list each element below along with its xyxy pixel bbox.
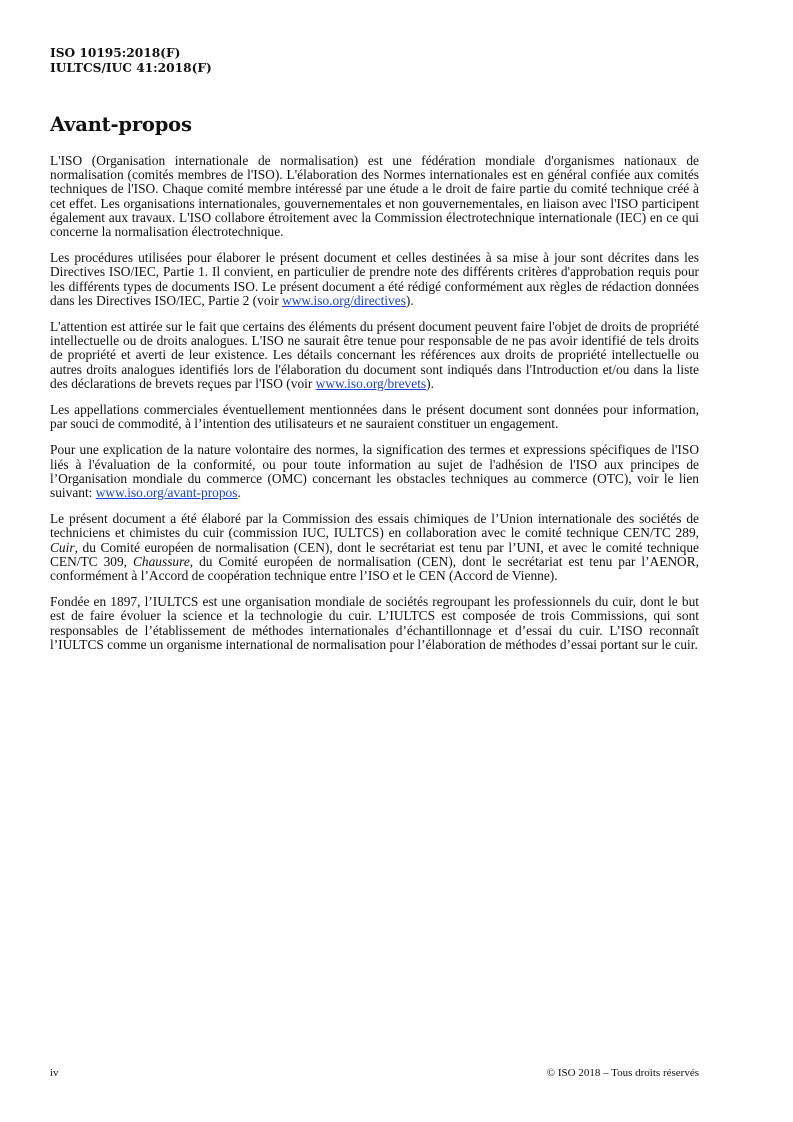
link-avant-propos[interactable]: www.iso.org/avant-propos — [95, 485, 238, 501]
page-number: iv — [50, 1067, 59, 1079]
link-brevets[interactable]: www.iso.org/brevets — [315, 375, 427, 391]
paragraph-text: L'attention est attirée sur le fait que certains des éléments du présent document peuvent faire l'objet de droits de propriété intellectuelle ou de droits analogues. L'ISO ne saurait être tenue pour responsable de ne pas avoir identifié de tels droits de propriété et averti de leur existence. Les détails concernant les références aux droits de propriété intellectuelle ou autres droits analogues identifiés lors de l'élaboration du document sont indiqués dans l'Introduction et/ou dans la liste des déclarations de brevets reçues par l'ISO (voir — [50, 319, 699, 391]
standard-number: ISO 10195:2018(F) — [50, 46, 181, 60]
paragraph-iultcs: Fondée en 1897, l’IULTCS est une organisation mondiale de sociétés regroupant les professionnels du cuir, dont le but est de faire évoluer la science et la technologie du cuir. L’IULTCS est composée de trois Commissions, qui sont responsables de l’établissement de méthodes internationales d’échantillonnage et d’essai du cuir. L’ISO reconnaît l’IULTCS comme un organisme international de normalisation pour l’élaboration de méthodes d’essai portant sur le cuir. — [50, 594, 699, 652]
foreword-body — [50, 154, 699, 664]
copyright-notice: © ISO 2018 – Tous droits réservés — [546, 1067, 699, 1079]
paragraph-iso-intro: L'ISO (Organisation internationale de normalisation) est une fédération mondiale d'organismes nationaux de normalisation (comités membres de l'ISO). L'élaboration des Normes internationales est en général confiée aux comités techniques de l'ISO. Chaque comité membre intéressé par une étude a le droit de faire partie du comité technique créé à cet effet. Les organisations internationales, gouvernementales et non gouvernementales, en liaison avec l'ISO participent également aux travaux. L'ISO collabore étroitement avec la Commission électrotechnique internationale (IEC) en ce qui concerne la normalisation électrotechnique. — [50, 153, 699, 240]
paragraph-patents — [50, 320, 699, 391]
paragraph-text: . — [237, 485, 241, 501]
page-title: Avant-propos — [50, 113, 192, 136]
paragraph-trade-names: Les appellations commerciales éventuellement mentionnées dans le présent document sont données pour information, par souci de commodité, à l’intention des utilisateurs et ne sauraient constituer un engagement. — [50, 402, 699, 432]
paragraph-prepared-by — [50, 512, 699, 583]
paragraph-text: ). — [426, 375, 434, 391]
paragraph-text: ). — [405, 292, 414, 308]
paragraph-text: Pour une explication de la nature volontaire des normes, la signification des termes et expressions spécifiques de l'ISO liés à l'évaluation de la conformité, ou pour toute information au sujet de l'adhésion de l'ISO aux principes de l’Organisation mondiale du commerce (OMC) concernant les obstacles techniques au commerce (OTC), voir le lien suivant: — [50, 442, 699, 501]
paragraph-voluntary-nature — [50, 443, 699, 500]
iultcs-number: IULTCS/IUC 41:2018(F) — [50, 61, 212, 75]
link-directives[interactable]: www.iso.org/directives — [282, 292, 406, 308]
paragraph-text: Les procédures utilisées pour élaborer le présent document et celles destinées à sa mise à jour sont décrites dans les Directives ISO/IEC, Partie 1. Il convient, en particulier de prendre note des différents critères d'approbation requis pour les différents types de documents ISO. Le présent document a été rédigé conformément aux règles de rédaction données dans les Directives ISO/IEC, Partie 2 (voir — [50, 250, 699, 308]
paragraph-procedures — [50, 251, 699, 308]
paragraph-text: , du Comité européen de normalisation (CEN), dont le secrétariat est tenu par l’UNI, et avec le comité technique CEN/TC 309, — [50, 539, 699, 569]
document-header — [50, 46, 212, 76]
paragraph-text: , du Comité européen de normalisation (CEN), dont le secrétariat est tenu par l’AENOR, conformément à l’Accord de coopération technique entre l’ISO et le CEN (Accord de Vienne). — [50, 553, 700, 584]
committee-name-chaussure: Chaussure — [132, 553, 190, 569]
paragraph-text: Le présent document a été élaboré par la Commission des essais chimiques de l’Union internationale des sociétés de techniciens et chimistes du cuir (commission IUC, IULTCS) en collaboration avec le comité technique CEN/TC 289, — [50, 511, 699, 541]
committee-name-cuir: Cuir — [50, 539, 75, 555]
